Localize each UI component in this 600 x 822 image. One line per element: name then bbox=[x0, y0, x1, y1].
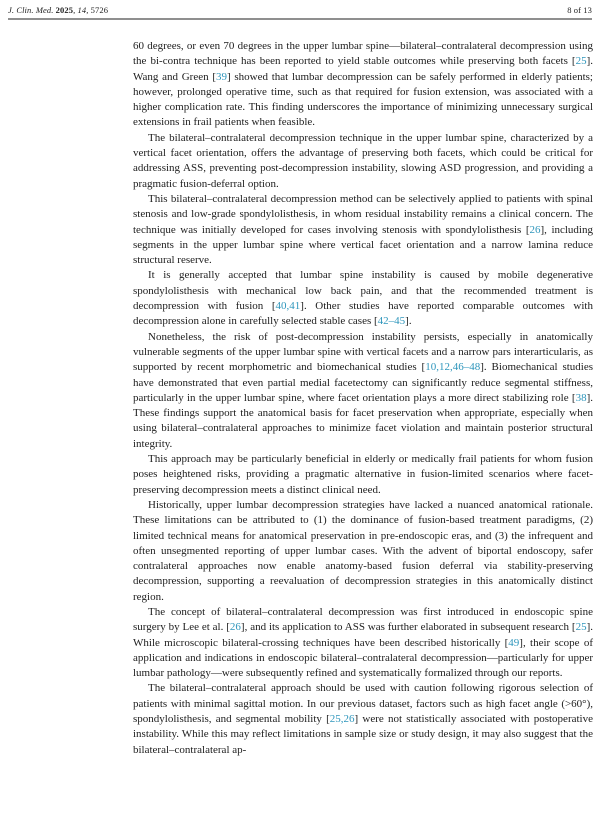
citation-link[interactable]: 10,12,46–48 bbox=[425, 361, 481, 374]
running-head-segment: , 5726 bbox=[86, 5, 109, 15]
paragraph: It is generally accepted that lumbar spine instability is caused by mobile degenerative spondylolisthesis with mechanical low back pain, and that the recommended treatment is decompression with fusion [40,41]. Other studies have reported comparable outcomes with decompression alone in carefully selected stable cases [42–45]. bbox=[133, 269, 593, 328]
citation-link[interactable]: 25 bbox=[575, 621, 587, 634]
journal-running-head bbox=[8, 5, 108, 15]
article-body bbox=[133, 39, 593, 758]
paragraph: The bilateral–contralateral approach should be used with caution following rigorous selection of patients with minimal sagittal motion. In our previous dataset, factors such as high facet angle (>60°), spondylolisthesis, and segmental mobility [25,26] were not statistically associated with postoperative instability. While this may reflect limitations in sample size or study design, it may also suggest that the bilateral–contralateral ap- bbox=[133, 682, 593, 756]
header-rule bbox=[8, 18, 592, 20]
running-head-segment: 2025 bbox=[55, 5, 74, 15]
page-number: 8 of 13 bbox=[567, 5, 592, 15]
citation-link[interactable]: 40,41 bbox=[275, 300, 301, 313]
page-header bbox=[8, 5, 592, 15]
citation-link[interactable]: 25,26 bbox=[329, 713, 355, 726]
citation-link[interactable]: 39 bbox=[215, 70, 227, 83]
paragraph: The concept of bilateral–contralateral decompression was first introduced in endoscopic spine surgery by Lee et al. [26], and its application to ASS was further elaborated in subsequent research [25]. While microscopic bilateral-crossing techniques have been described historically [49], their scope of application and indications in endoscopic bilateral–contralateral decompression—particularly for upper lumbar pathology—were subsequently refined and systematically formalized through our reports. bbox=[133, 605, 593, 680]
citation-link[interactable]: 38 bbox=[575, 391, 587, 404]
paragraph: Nonetheless, the risk of post-decompression instability persists, especially in anatomically vulnerable segments of the upper lumbar spine with vertical facets and a narrow pars interarticularis, as supported by recent morphometric and biomechanical studies [10,12,46–48]. Biomechanical studies have demonstrated that even partial medial facetectomy can significantly reduce segmental stiffness, particularly in the upper lumbar spine, where facet orientation plays a more direct stabilizing role [38]. These findings support the anatomical basis for facet preservation when appropriate, especially when using bilateral–contralateral approaches to minimize facet violation and maintain posterior structural integrity. bbox=[133, 330, 593, 450]
paragraph: This bilateral–contralateral decompression method can be selectively applied to patients with spinal stenosis and low-grade spondylolisthesis, in whom residual instability remains a clinical concern. The technique was initially developed for cases involving stenosis with spondylolisthesis [26], including segments in the upper lumbar spine where vertical facet orientation and a narrow lamina reduce structural reserve. bbox=[133, 192, 593, 267]
citation-link[interactable]: 26 bbox=[229, 621, 241, 634]
paragraph: This approach may be particularly beneficial in elderly or medically frail patients for whom fusion poses heightened risks, providing a pragmatic alternative in fusion-limited scenarios where facet-preserving decompression meets a distinct clinical need. bbox=[133, 453, 593, 496]
citation-link[interactable]: 25 bbox=[575, 55, 587, 68]
paragraph: The bilateral–contralateral decompression technique in the upper lumbar spine, characterized by a vertical facet orientation, offers the advantage of preserving both facets, which could be critical for addressing ASS, preventing post-decompression instability, slowing ASD progression, and providing a pragmatic fusion-deferral option. bbox=[133, 131, 593, 190]
running-head-segment: , bbox=[73, 5, 78, 15]
paragraph: 60 degrees, or even 70 degrees in the upper lumbar spine—bilateral–contralateral decompression using the bi-contra technique has been reported to yield stable outcomes while preserving both facets [25]. Wang and Green [39] showed that lumbar decompression can be safely performed in elderly patients; however, prolonged operative time, such as that required for fusion extension, was associated with a higher complication rate. This finding underscores the importance of minimizing unnecessary surgical extensions in frail patients when feasible. bbox=[133, 40, 593, 129]
running-head-segment: 14 bbox=[77, 5, 87, 15]
citation-link[interactable]: 49 bbox=[508, 636, 520, 649]
citation-link[interactable]: 26 bbox=[529, 223, 541, 236]
paragraph: Historically, upper lumbar decompression strategies have lacked a nuanced anatomical rationale. These limitations can be attributed to (1) the dominance of fusion-based treatment paradigms, (2) limited technical means for anatomical preservation in pre-endoscopic eras, and (3) the infrequent and often unsegmented reporting of upper lumbar cases. With the advent of biportal endoscopy, safer contralateral approaches now enable anatomy-based fusion deferral via stability-preserving decompression, supporting a reevaluation of decompression strategies in this anatomically distinct region. bbox=[133, 498, 593, 603]
citation-link[interactable]: 42–45 bbox=[377, 315, 406, 328]
running-head-segment: J. Clin. Med. bbox=[8, 5, 56, 15]
